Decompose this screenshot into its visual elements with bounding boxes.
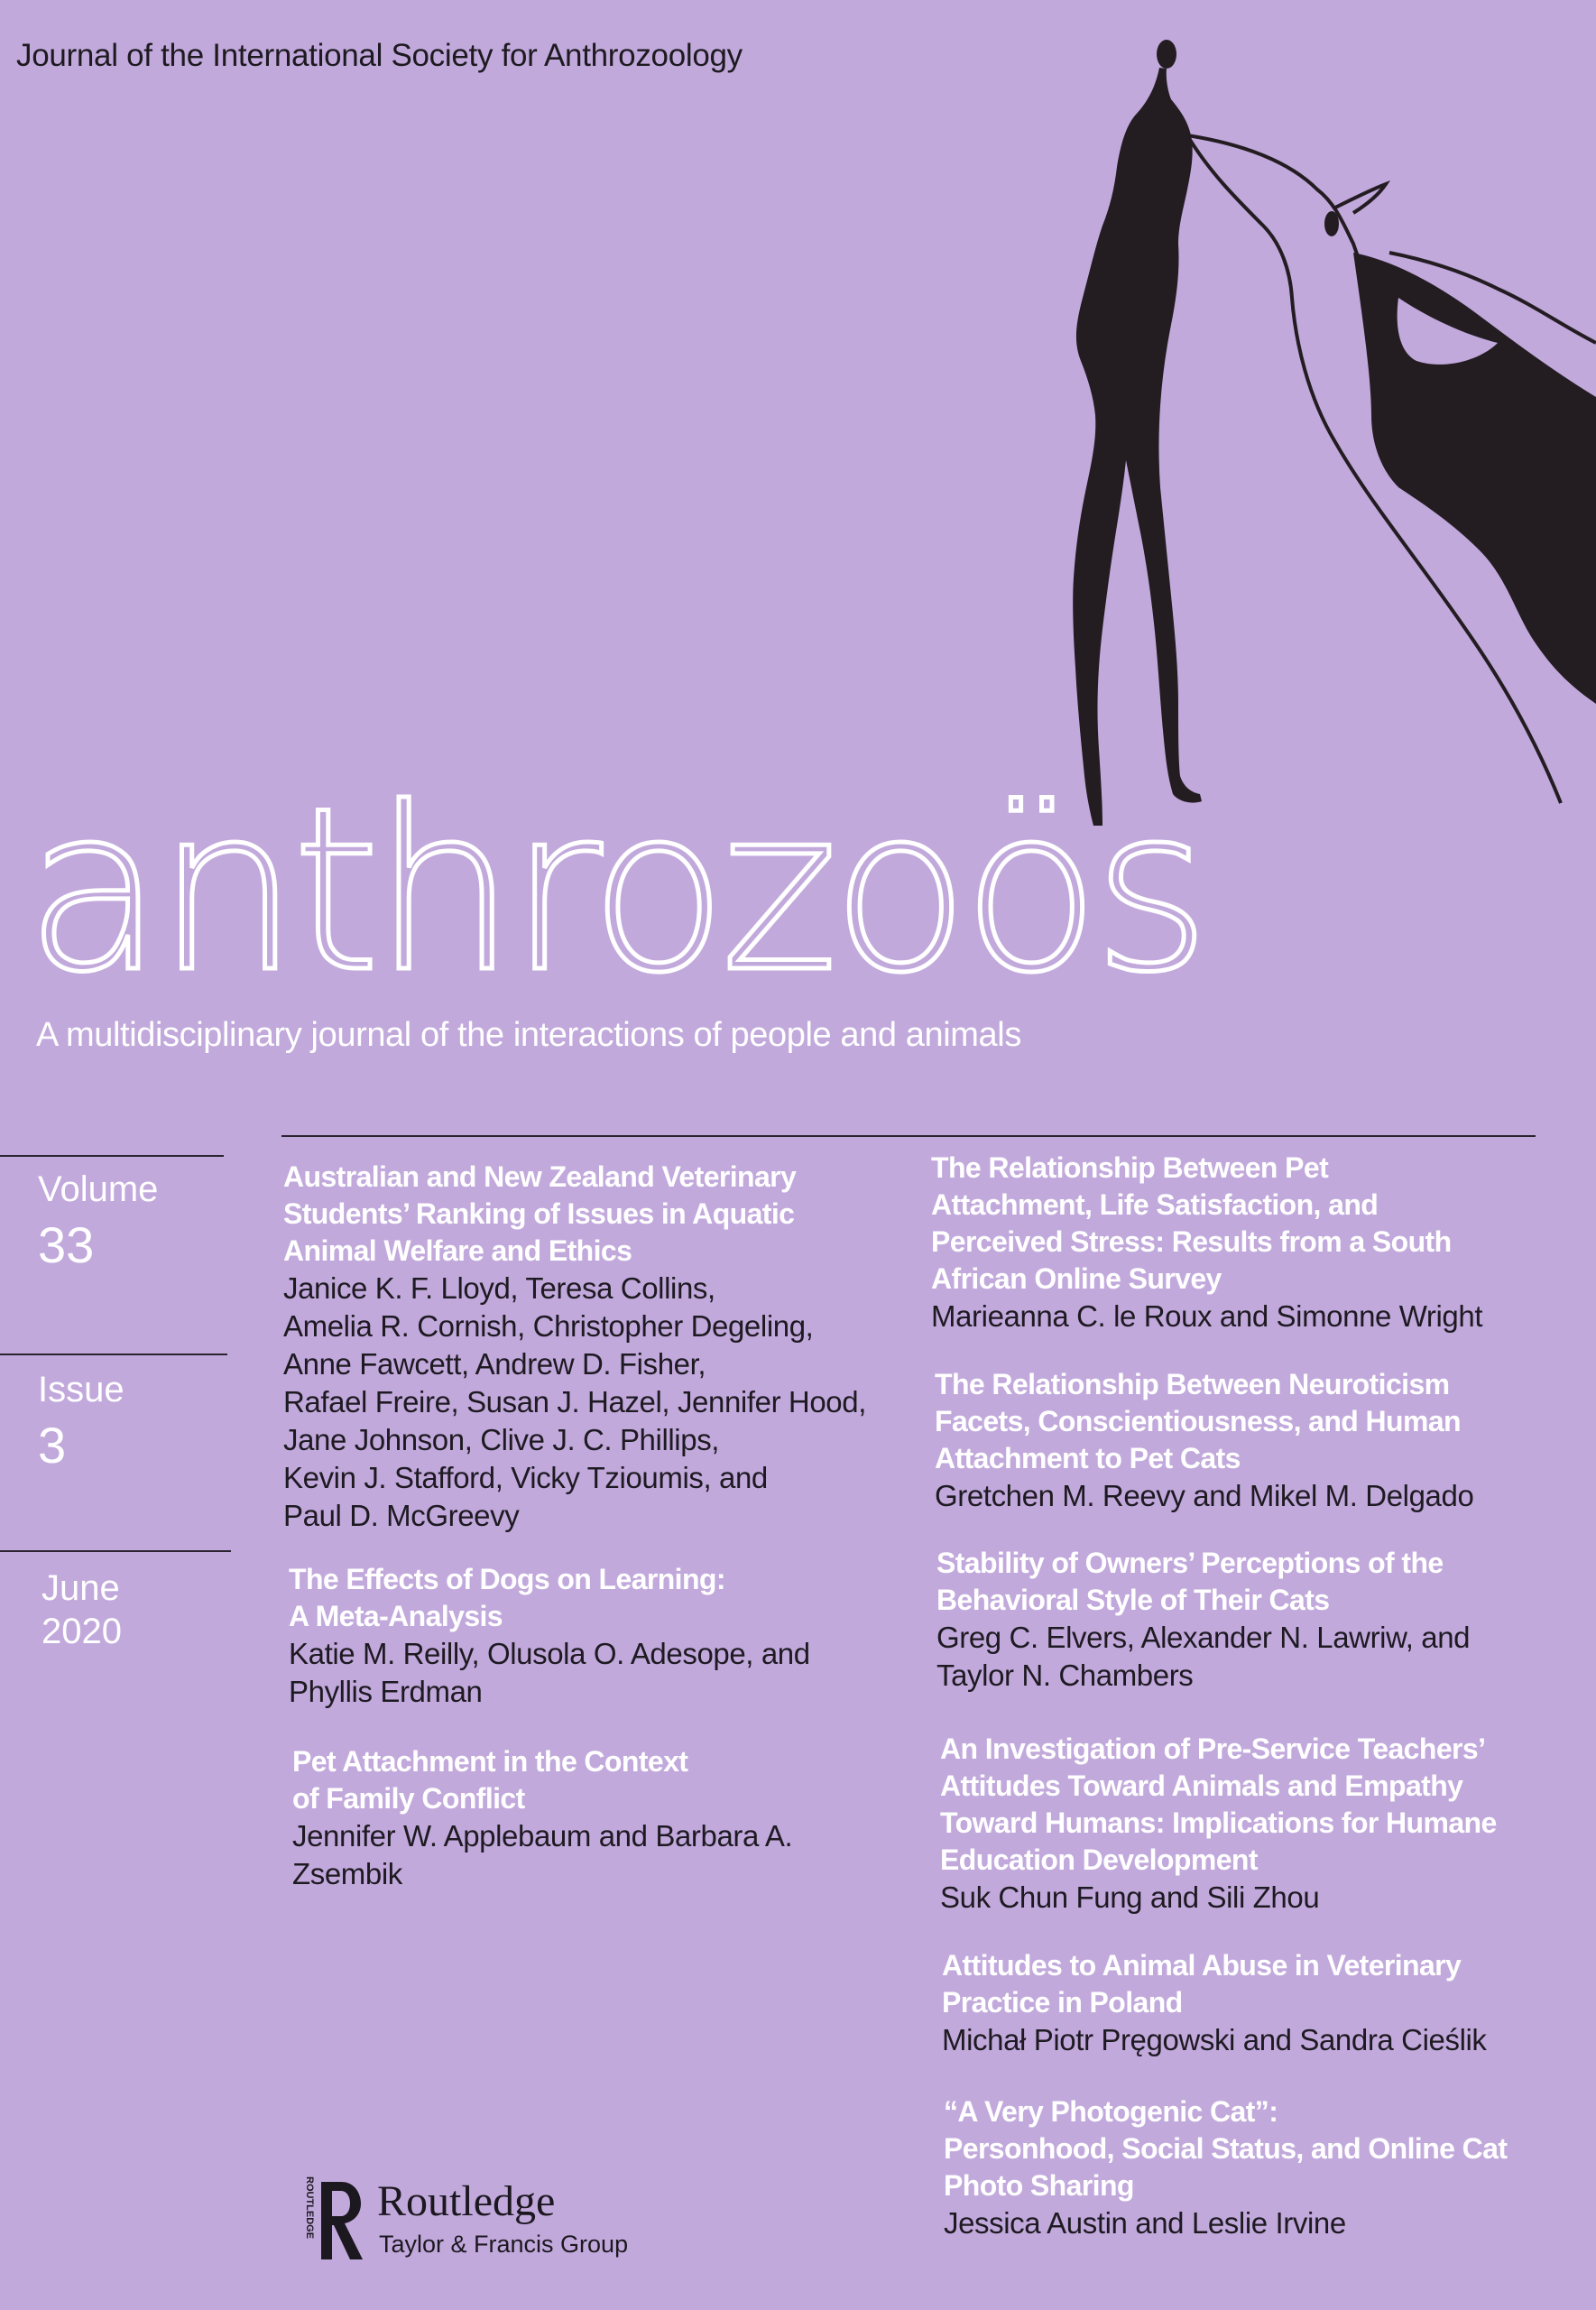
issue-year: 2020 — [42, 1612, 122, 1651]
article-title: “A Very Photogenic Cat”: Personhood, Social Status, and Online Cat Photo Sharing — [944, 2095, 1508, 2202]
publisher-name: Routledge — [377, 2177, 556, 2225]
journal-tagline: A multidisciplinary journal of the interactions of people and animals — [36, 1016, 1021, 1054]
article-entry[interactable] — [940, 1731, 1590, 1917]
journal-title: anthrozoös — [25, 759, 1204, 1021]
article-entry[interactable] — [942, 1947, 1591, 2059]
publisher-block — [289, 2173, 668, 2263]
article-title: Stability of Owners’ Perceptions of the Behavioral Style of Their Cats — [936, 1547, 1444, 1616]
article-title: The Relationship Between Pet Attachment, Life Satisfaction, and Perceived Stress: Results from a South African Online Survey — [931, 1151, 1452, 1295]
article-authors: Katie M. Reilly, Olusola O. Adesope, and Phyllis Erdman — [289, 1637, 810, 1708]
issue-number: 3 — [38, 1417, 67, 1474]
article-entry[interactable] — [944, 2093, 1593, 2242]
article-title: Pet Attachment in the Context of Family Conflict — [292, 1745, 688, 1815]
article-title: Attitudes to Animal Abuse in Veterinary Practice in Poland — [942, 1949, 1462, 2019]
article-entry[interactable] — [935, 1366, 1584, 1515]
article-title: An Investigation of Pre-Service Teachers’ Attitudes Toward Animals and Empathy Toward Humans: Implications for Humane Education Development — [940, 1732, 1497, 1876]
article-title: The Relationship Between Neuroticism Facets, Conscientiousness, and Human Attachment to Pet Cats — [935, 1368, 1461, 1474]
animal-mane — [1324, 211, 1596, 704]
article-authors: Greg C. Elvers, Alexander N. Lawriw, and Taylor N. Chambers — [936, 1621, 1471, 1692]
article-entry[interactable] — [931, 1150, 1581, 1335]
divider — [281, 1135, 1536, 1137]
article-entry[interactable] — [283, 1159, 915, 1535]
article-title: Australian and New Zealand Veterinary Students’ Ranking of Issues in Aquatic Animal Welfare and Ethics — [283, 1160, 797, 1267]
article-authors: Janice K. F. Lloyd, Teresa Collins, Amelia R. Cornish, Christopher Degeling, Anne Fawcett, Andrew D. Fisher, Rafael Freire, Susan J. Hazel, Jennifer Hood, Jane Johnson, Clive J. C. Phillips, Kevin J. Stafford, Vicky Tzioumis, and Paul D. McGreevy — [283, 1271, 866, 1532]
issue-label: Issue — [38, 1370, 125, 1409]
human-figure — [1073, 40, 1202, 826]
article-entry[interactable] — [936, 1545, 1586, 1695]
divider — [0, 1550, 231, 1552]
society-name: Journal of the International Society for Anthrozoology — [16, 38, 743, 73]
publisher-group: Taylor & Francis Group — [379, 2231, 629, 2258]
article-entry[interactable] — [292, 1743, 924, 1893]
article-authors: Gretchen M. Reevy and Mikel M. Delgado — [935, 1479, 1474, 1512]
volume-number: 33 — [38, 1216, 95, 1273]
article-title: The Effects of Dogs on Learning: A Meta-Analysis — [289, 1563, 725, 1632]
cave-art-illustration — [974, 18, 1596, 857]
article-entry[interactable] — [289, 1561, 920, 1711]
routledge-logo-icon — [300, 2173, 364, 2263]
article-authors: Suk Chun Fung and Sili Zhou — [940, 1880, 1320, 1914]
article-authors: Jessica Austin and Leslie Irvine — [944, 2206, 1346, 2240]
logo-vertical-text: ROUTLEDGE — [304, 2176, 315, 2240]
article-authors: Jennifer W. Applebaum and Barbara A. Zsembik — [292, 1819, 793, 1890]
volume-label: Volume — [38, 1169, 159, 1209]
divider — [0, 1155, 224, 1157]
article-authors: Marieanna C. le Roux and Simonne Wright — [931, 1299, 1483, 1333]
issue-month: June — [42, 1568, 120, 1608]
divider — [0, 1354, 227, 1355]
article-authors: Michał Piotr Pręgowski and Sandra Cieślik — [942, 2023, 1487, 2056]
